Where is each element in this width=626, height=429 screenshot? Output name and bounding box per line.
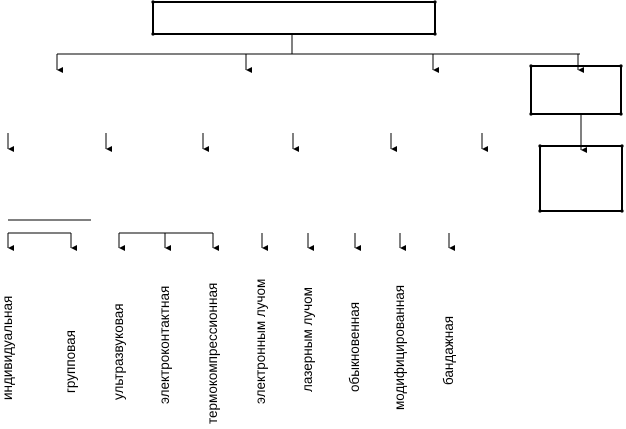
label-laser-beam: лазерным лучом [300,287,315,392]
label-group: групповая [63,330,78,393]
label-individual: индивидуальная [0,295,15,400]
middle-arrows [8,133,482,149]
right-box-1-corners [529,64,622,115]
root-box [153,2,435,34]
label-electron-beam: электронным лучом [253,278,268,404]
label-ultrasonic: ультразвуковая [111,303,126,400]
label-ordinary: обыкновенная [347,301,362,392]
right-box-2 [540,146,622,211]
bottom-arrows [8,233,449,248]
label-modified: модифицированная [392,284,407,410]
label-electrocontact: электроконтактная [157,285,172,404]
label-thermocompression: термокомпрессионная [205,282,220,424]
label-bandage: бандажная [441,315,456,385]
root-box-corners [151,0,436,35]
right-box-2-corners [538,144,623,212]
right-box-1 [531,66,621,114]
